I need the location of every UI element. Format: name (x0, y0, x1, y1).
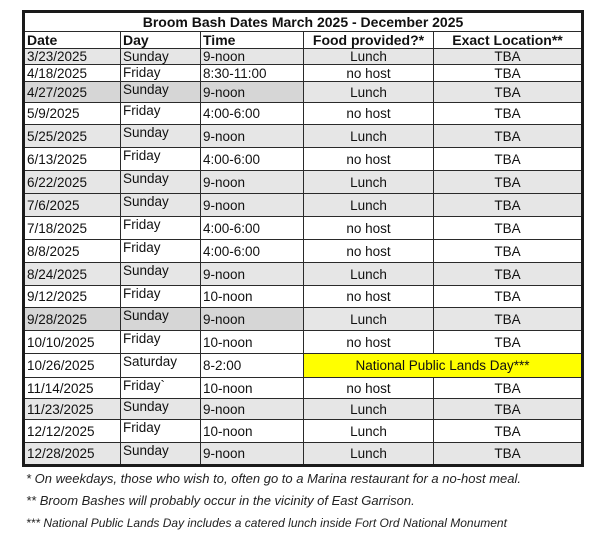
header-date: Date (24, 32, 121, 49)
cell-time: 9-noon (201, 125, 304, 148)
table-row (24, 103, 583, 125)
table-row (24, 354, 583, 378)
cell-time: 10-noon (201, 378, 304, 399)
cell-location: TBA (434, 194, 583, 217)
cell-location: TBA (434, 171, 583, 194)
cell-time: 4:00-6:00 (201, 217, 304, 240)
table-row (24, 443, 583, 466)
cell-time: 8:30-11:00 (201, 65, 304, 82)
cell-date: 7/18/2025 (24, 217, 121, 240)
cell-date: 3/23/2025 (24, 49, 121, 65)
cell-location: TBA (434, 378, 583, 399)
cell-location: TBA (434, 82, 583, 103)
cell-day: Friday` (121, 378, 201, 399)
cell-location: TBA (434, 125, 583, 148)
cell-date: 5/25/2025 (24, 125, 121, 148)
table-row (24, 125, 583, 148)
cell-date: 4/18/2025 (24, 65, 121, 82)
cell-location: TBA (434, 217, 583, 240)
cell-date: 6/13/2025 (24, 148, 121, 171)
cell-time: 10-noon (201, 420, 304, 443)
cell-time: 10-noon (201, 331, 304, 354)
cell-food: no host (304, 240, 434, 263)
cell-day: Sunday (121, 263, 201, 286)
cell-food: Lunch (304, 194, 434, 217)
cell-date: 8/8/2025 (24, 240, 121, 263)
table-row (24, 420, 583, 443)
footnote-food: * On weekdays, those who wish to, often go to a Marina restaurant for a no-host meal. (26, 471, 521, 486)
cell-date: 12/12/2025 (24, 420, 121, 443)
cell-location: TBA (434, 103, 583, 125)
footnote-public-lands-day: *** National Public Lands Day includes a catered lunch inside Fort Ord National Monument (26, 516, 507, 530)
header-location: Exact Location** (434, 32, 583, 49)
cell-date: 11/14/2025 (24, 378, 121, 399)
cell-day: Sunday (121, 399, 201, 420)
cell-time: 4:00-6:00 (201, 240, 304, 263)
cell-location: TBA (434, 399, 583, 420)
table-row (24, 82, 583, 103)
cell-date: 6/22/2025 (24, 171, 121, 194)
cell-time: 9-noon (201, 82, 304, 103)
cell-day: Sunday (121, 49, 201, 65)
cell-location: TBA (434, 148, 583, 171)
broom-bash-schedule-table (22, 10, 584, 467)
cell-time: 4:00-6:00 (201, 103, 304, 125)
cell-day: Friday (121, 65, 201, 82)
header-day: Day (121, 32, 201, 49)
cell-location: TBA (434, 49, 583, 65)
table-row (24, 331, 583, 354)
cell-food: Lunch (304, 399, 434, 420)
table-row (24, 171, 583, 194)
cell-food: no host (304, 217, 434, 240)
cell-location: TBA (434, 443, 583, 466)
cell-time: 9-noon (201, 399, 304, 420)
cell-food: Lunch (304, 420, 434, 443)
cell-time: 9-noon (201, 308, 304, 331)
cell-location: TBA (434, 263, 583, 286)
cell-time: 4:00-6:00 (201, 148, 304, 171)
cell-food: no host (304, 331, 434, 354)
cell-food: Lunch (304, 82, 434, 103)
footnotes (26, 470, 521, 536)
cell-location: TBA (434, 286, 583, 308)
table-row (24, 399, 583, 420)
cell-location: TBA (434, 420, 583, 443)
cell-time: 9-noon (201, 263, 304, 286)
cell-time: 8-2:00 (201, 354, 304, 378)
table-row (24, 65, 583, 82)
cell-date: 4/27/2025 (24, 82, 121, 103)
cell-food: no host (304, 378, 434, 399)
cell-date: 5/9/2025 (24, 103, 121, 125)
cell-date: 10/26/2025 (24, 354, 121, 378)
cell-food: Lunch (304, 263, 434, 286)
footnote-location: ** Broom Bashes will probably occur in the vicinity of East Garrison. (26, 493, 415, 508)
table-body (24, 49, 583, 466)
cell-day: Friday (121, 331, 201, 354)
cell-day: Friday (121, 103, 201, 125)
cell-location: TBA (434, 240, 583, 263)
cell-location: TBA (434, 331, 583, 354)
table-row (24, 49, 583, 65)
cell-day: Sunday (121, 125, 201, 148)
cell-date: 7/6/2025 (24, 194, 121, 217)
cell-day: Friday (121, 286, 201, 308)
cell-day: Friday (121, 217, 201, 240)
header-row (24, 32, 583, 49)
cell-date: 12/28/2025 (24, 443, 121, 466)
cell-time: 9-noon (201, 171, 304, 194)
cell-day: Sunday (121, 82, 201, 103)
cell-food: Lunch (304, 443, 434, 466)
cell-time: 9-noon (201, 443, 304, 466)
table-row (24, 240, 583, 263)
cell-date: 8/24/2025 (24, 263, 121, 286)
cell-date: 11/23/2025 (24, 399, 121, 420)
cell-day: Friday (121, 148, 201, 171)
cell-day: Sunday (121, 194, 201, 217)
cell-food: Lunch (304, 125, 434, 148)
cell-event-highlight: National Public Lands Day*** (304, 354, 583, 378)
cell-food: no host (304, 286, 434, 308)
cell-food: no host (304, 148, 434, 171)
cell-day: Sunday (121, 171, 201, 194)
cell-time: 10-noon (201, 286, 304, 308)
cell-day: Saturday (121, 354, 201, 378)
table-row (24, 308, 583, 331)
cell-food: no host (304, 103, 434, 125)
cell-date: 10/10/2025 (24, 331, 121, 354)
cell-date: 9/28/2025 (24, 308, 121, 331)
table-row (24, 263, 583, 286)
header-time: Time (201, 32, 304, 49)
header-food: Food provided?* (304, 32, 434, 49)
cell-food: no host (304, 65, 434, 82)
table-row (24, 194, 583, 217)
cell-food: Lunch (304, 308, 434, 331)
cell-food: Lunch (304, 171, 434, 194)
cell-day: Sunday (121, 308, 201, 331)
cell-day: Friday (121, 240, 201, 263)
table-row (24, 378, 583, 399)
table-title: Broom Bash Dates March 2025 - December 2025 (24, 12, 583, 32)
cell-food: Lunch (304, 49, 434, 65)
cell-day: Friday (121, 420, 201, 443)
table-row (24, 217, 583, 240)
cell-time: 9-noon (201, 194, 304, 217)
table-row (24, 148, 583, 171)
cell-location: TBA (434, 65, 583, 82)
table-row (24, 286, 583, 308)
cell-date: 9/12/2025 (24, 286, 121, 308)
cell-day: Sunday (121, 443, 201, 466)
cell-time: 9-noon (201, 49, 304, 65)
cell-location: TBA (434, 308, 583, 331)
